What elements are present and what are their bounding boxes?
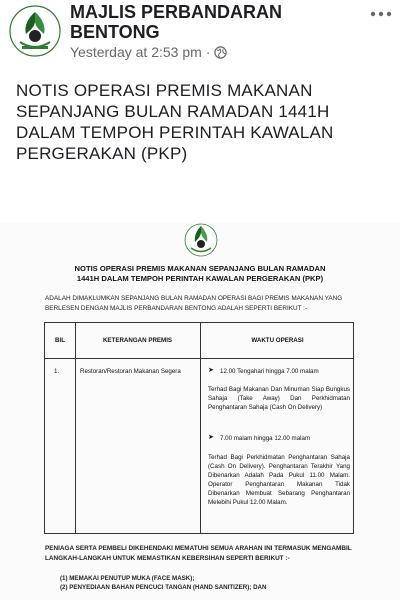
operations-table <box>44 322 354 534</box>
table-divider <box>75 323 76 533</box>
more-options-icon[interactable] <box>370 2 392 23</box>
header-waktu: WAKTU OPERASI <box>251 337 304 344</box>
notice-title-line1: NOTIS OPERASI PREMIS MAKANAN SEPANJANG BULAN RAMADAN <box>74 264 326 273</box>
table-divider <box>45 358 353 359</box>
notice-footer-line1: PENIAGA SERTA PEMBELI DIKEHENDAKI MEMATUHI SEMUA ARAHAN INI TERMASUK MENGAMBIL <box>45 545 352 552</box>
post-caption: NOTIS OPERASI PREMIS MAKANAN SEPANJANG BULAN RAMADAN 1441H DALAM TEMPOH PERINTAH KAWALAN PERGERAKAN (PKP) <box>16 81 334 163</box>
notice-intro-line2: BERLESEN DENGAN MAJLIS PERBANDARAN BENTONG ADALAH SEPERTI BERIKUT :- <box>45 305 308 312</box>
slot2-desc: Terhad Bagi Perkhidmatan Penghantaran Sahaja (Cash On Delivery). Penghantaran Terakhir Yang Dibenarkan Adalah Pada Pukul 11.00 Malam. Operator Penghantaran Makanan Tidak Dibenarkan Membuat Sebarang Penghantaran Melebihi Pukul 12.00 Malam. <box>208 454 350 506</box>
council-logo <box>184 222 218 258</box>
post-meta <box>70 44 227 60</box>
notice-image[interactable] <box>0 222 400 600</box>
slot2-time: 7.00 malam hingga 12.00 malam <box>220 435 311 442</box>
notice-intro <box>45 294 375 314</box>
post-header <box>0 0 400 64</box>
page-avatar[interactable] <box>8 4 62 58</box>
row-bil: 1. <box>54 368 60 375</box>
table-divider <box>200 323 201 533</box>
notice-title-line2: 1441H DALAM TEMPOH PERINTAH KAWALAN PERGERAKAN (PKP) <box>76 274 324 283</box>
notice-footer-line2: LANGKAH-LANGKAH UNTUK MEMASTIKAN KEBERSIHAN SEPERTI BERIKUT :- <box>45 555 290 562</box>
header-bil: BIL <box>55 337 65 344</box>
list-item: (2) PENYEDIAAN BAHAN PENCUCI TANGAN (HAND SANITIZER); DAN <box>60 584 267 591</box>
arrow-bullet-icon: ➤ <box>208 367 214 374</box>
notice-footer <box>45 544 375 564</box>
post-timestamp[interactable]: Yesterday at 2:53 pm <box>70 44 202 60</box>
hygiene-list <box>60 574 380 592</box>
notice-intro-line1: ADALAH DIMAKLUMKAN SEPANJANG BULAN RAMADAN OPERASI BAGI PREMIS MAKANAN YANG <box>45 295 343 302</box>
row-premis: Restoran/Restoran Makanan Segera <box>80 368 181 375</box>
header-premis: KETERANGAN PREMIS <box>102 337 173 344</box>
page-name[interactable]: MAJLIS PERBANDARAN BENTONG <box>70 2 283 42</box>
notice-title <box>20 264 380 284</box>
arrow-bullet-icon: ➤ <box>208 434 214 441</box>
list-item: (1) MEMAKAI PENUTUP MUKA (FACE MASK); <box>60 575 195 582</box>
slot1-time: 12.00 Tengahari hingga 7.00 malam <box>220 368 319 375</box>
slot1-desc: Terhad Bagi Makanan Dan Minuman Siap Bungkus Sahaja (Take Away) Dan Perkhidmatan Penghantaran Sahaja (Cash On Delivery) <box>208 386 350 411</box>
meta-separator: · <box>205 44 211 60</box>
globe-icon <box>214 46 227 59</box>
